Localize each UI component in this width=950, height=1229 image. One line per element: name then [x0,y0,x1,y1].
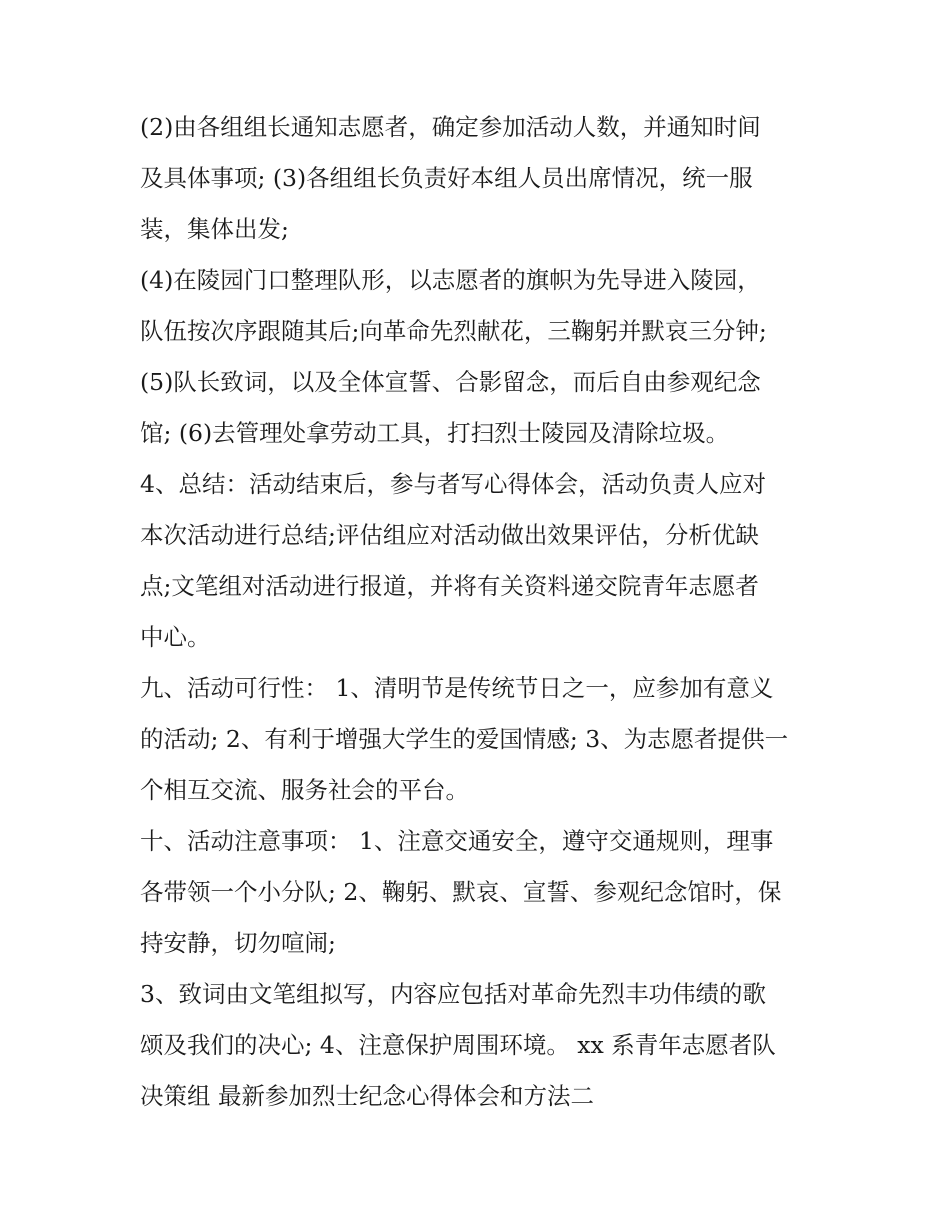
text-line: 颂及我们的决心; 4、注意保护周围环境。 xx 系青年志愿者队 [140,1031,776,1059]
text-line: 十、活动注意事项： 1、注意交通安全，遵守交通规则，理事 [140,827,774,855]
text-line: 4、总结：活动结束后，参与者写心得体会，活动负责人应对 [140,470,766,498]
text-line: (4)在陵园门口整理队形，以志愿者的旗帜为先导进入陵园， [140,266,761,294]
text-line: 的活动; 2、有利于增强大学生的爱国情感; 3、为志愿者提供一 [140,725,789,753]
text-line: 个相互交流、服务社会的平台。 [140,776,469,804]
text-line: 本次活动进行总结;评估组应对活动做出效果评估，分析优缺 [140,521,759,549]
text-line: (5)队长致词，以及全体宣誓、合影留念，而后自由参观纪念 [140,368,761,396]
text-line: 装，集体出发; [140,215,289,243]
text-line: 中心。 [140,623,211,651]
text-line: 持安静，切勿喧闹; [140,929,336,957]
text-line: (2)由各组组长通知志愿者，确定参加活动人数，并通知时间 [140,113,761,141]
text-line: 3、致词由文笔组拟写，内容应包括对革命先烈丰功伟绩的歌 [140,980,766,1008]
text-line: 决策组 最新参加烈士纪念心得体会和方法二 [140,1082,594,1110]
text-line: 点;文笔组对活动进行报道，并将有关资料递交院青年志愿者 [140,572,759,600]
text-line: 及具体事项; (3)各组组长负责好本组人员出席情况，统一服 [140,164,753,192]
document-body [140,102,820,1122]
text-line: 馆; (6)去管理处拿劳动工具，打扫烈士陵园及清除垃圾。 [140,419,730,447]
text-line: 各带领一个小分队; 2、鞠躬、默哀、宣誓、参观纪念馆时，保 [140,878,782,906]
text-line: 九、活动可行性： 1、清明节是传统节日之一，应参加有意义 [140,674,774,702]
text-line: 队伍按次序跟随其后;向革命先烈献花，三鞠躬并默哀三分钟; [140,317,767,345]
